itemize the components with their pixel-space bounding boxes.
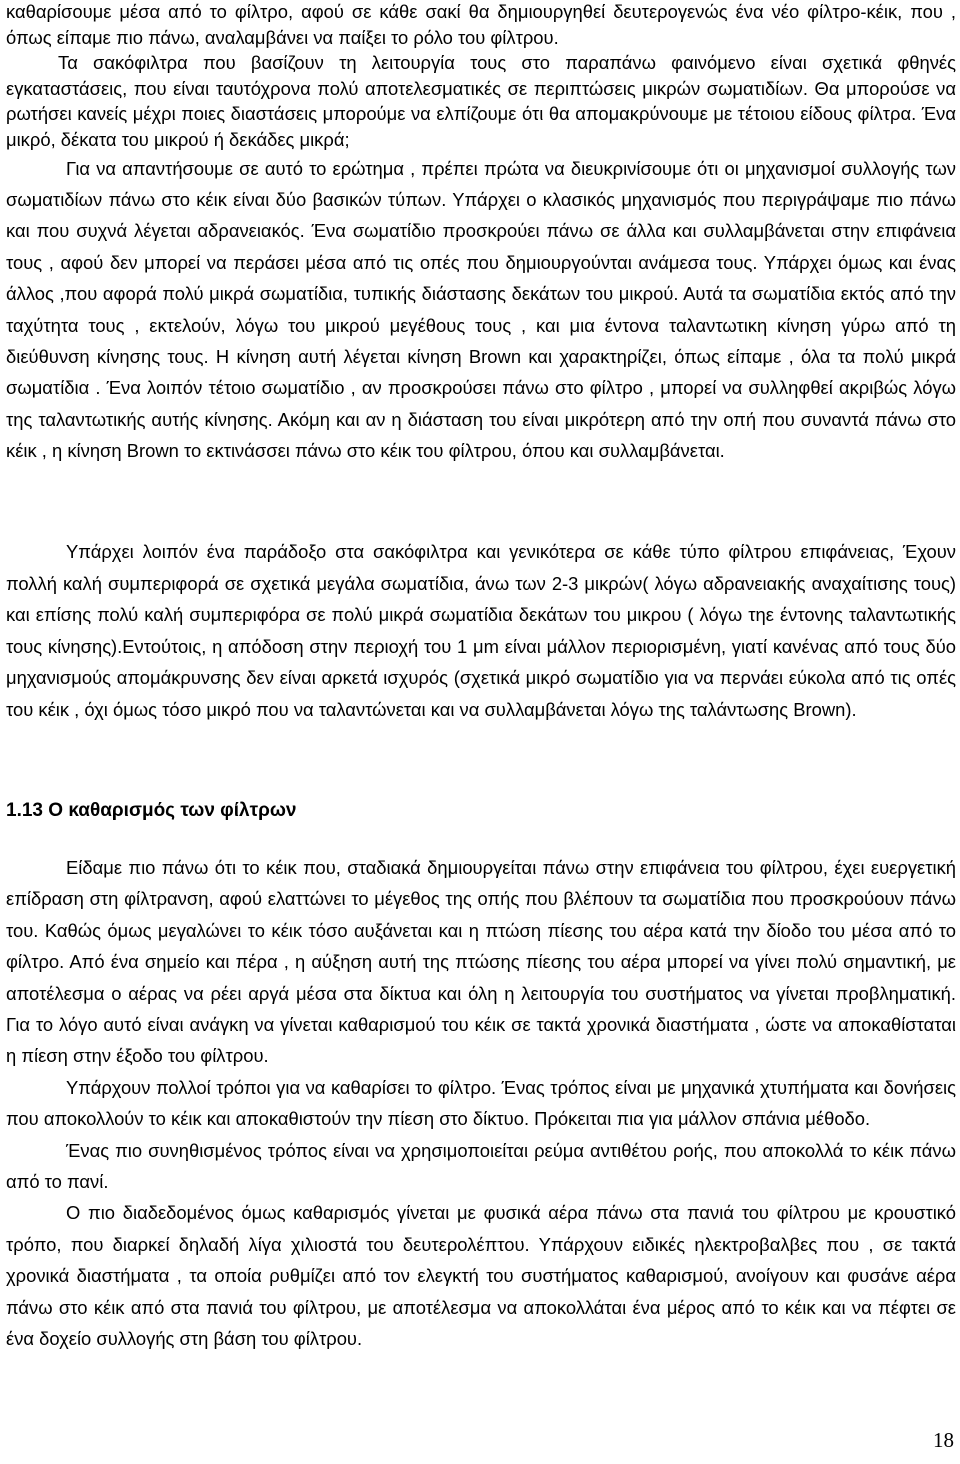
paragraph: Υπάρχει λοιπόν ένα παράδοξο στα σακόφιλτρα και γενικότερα σε κάθε τύπο φίλτρου επιφάνειας, Έχουν πολλή καλή συμπεριφορά σε σχετικά μεγάλα σωματίδια, άνω των 2-3 μικρών( λόγω αδρανειακής αναχαίτισης τους) και επίσης πολύ καλή συμπεριφόρα σε πολύ μικρά σωματίδια δεκάτων του μικρου ( λόγω τηε έντονης ταλαντωτικής τους κίνησης).Εντούτοις, η απόδοση στην περιοχή του 1 μm είναι μάλλον περιορισμένη, γιατί κανένας από τους δύο μηχανισμούς απομάκρυνσης δεν είναι αρκετά ισχυρός (σχετικά μικρό σωματίδιο για να περνάει εύκολα από τις οπές του κέικ , όχι όμως τόσο μικρό που να ταλαντώνεται και να συλλαμβάνεται λόγω της ταλάντωσης Brown). xyxy=(6,541,956,720)
paragraph: Τα σακόφιλτρα που βασίζουν τη λειτουργία τους στο παραπάνω φαινόμενο είναι σχετικά φθηνές εγκαταστάσεις, που είναι ταυτόχρονα πολύ αποτελεσματικές σε περιπτώσεις μικρών σωματιδίων. Θα μπορούσε να ρωτήσει κανείς μέχρι ποιες διαστάσεις μπορούμε να ελπίζουμε ότι θα απομακρύνουμε με τέτοιου είδους φίλτρα. Ένα μικρό, δέκατα του μικρού ή δεκάδες μικρά; xyxy=(6,52,956,150)
paragraph: καθαρίσουμε μέσα από το φίλτρο, αφού σε κάθε σακί θα δημιουργηθεί δευτερογενώς ένα νέο φίλτρο-κέικ, που , όπως είπαμε πιο πάνω, αναλαμβάνει να παίξει το ρόλο του φίλτρου. xyxy=(6,1,956,48)
paragraph: Είδαμε πιο πάνω ότι το κέικ που, σταδιακά δημιουργείται πάνω στην επιφάνεια του φίλτρου, έχει ευεργετική επίδραση στη φίλτρανση, αφού ελαττώνει το μέγεθος της οπής που βλέπουν τα σωματίδια που προσκρούουν πάνω του. Καθώς όμως μεγαλώνει το κέικ τόσο αυξάνεται και η πτώση πίεσης του αέρα κατά την δίοδο του μέσα από το φίλτρο. Από ένα σημείο και πέρα , η αύξηση αυτή της πτώσης πίεσης του αέρα μπορεί να γίνει πολύ σημαντική, με αποτέλεσμα ο αέρας να ρέει αργά μέσα στα δίκτυα και όλη η λειτουργία του συστήματος να γίνεται προβληματική. Για το λόγο αυτό είναι ανάγκη να γίνεται καθαρισμού του κέικ σε τακτά χρονικά διαστήματα , ώστε να αποκαθίσταται η πίεση στην έξοδο του φίλτρου. xyxy=(6,857,956,1067)
page-number: 18 xyxy=(933,1428,954,1452)
paragraph: Ένας πιο συνηθισμένος τρόπος είναι να χρησιμοποιείται ρεύμα αντιθέτου ροής, που αποκολλά το κέικ πάνω από το πανί. xyxy=(6,1139,956,1193)
section-heading: 1.13 Ο καθαρισμός των φίλτρων xyxy=(6,800,297,821)
paragraph: Υπάρχουν πολλοί τρόποι για να καθαρίσει το φίλτρο. Ένας τρόπος είναι με μηχανικά χτυπήματα και δονήσεις που αποκολλούν το κέικ και αποκαθιστούν την πίεση στο δίκτυο. Πρόκειται πια για μάλλον σπάνια μέθοδο. xyxy=(6,1076,956,1130)
paragraph: Ο πιο διαδεδομένος όμως καθαρισμός γίνεται με φυσικά αέρα πάνω στα πανιά του φίλτρου με κρουστικό τρόπο, που διαρκεί δηλαδή λίγα χιλιοστά του δευτερολέπτου. Υπάρχουν ειδικές ηλεκτροβαλβες που , σε τακτά χρονικά διαστήματα , τα οποία ρυθμίζει από τον ελεγκτή του συστήματος καθαρισμού, ανοίγουν και φυσάνε αέρα πάνω στο κέικ από στα πανιά του φίλτρου, με αποτέλεσμα να αποκολλάται ένα μέρος από το κέικ και να πέφτει σε ένα δοχείο συλλογής στη βάση του φίλτρου. xyxy=(6,1202,956,1350)
text-block-middle xyxy=(6,536,956,726)
text-block-bottom xyxy=(6,852,956,1355)
text-block-top xyxy=(6,0,956,467)
paragraph: Για να απαντήσουμε σε αυτό το ερώτημα , πρέπει πρώτα να διευκρινίσουμε ότι οι μηχανισμοί συλλογής των σωματιδίων πάνω στο κέικ είναι δύο βασικών τύπων. Υπάρχει ο κλασικός μηχανισμός που περιγράψαμε πιο πάνω και που συχνά λέγεται αδρανειακός. Ένα σωματίδιο προσκρούει πάνω σε άλλα και συλλαμβάνεται στην επιφάνεια τους , αφού δεν μπορεί να περάσει μέσα από τις οπές που δημιουργούνται ανάμεσα τους. Υπάρχει όμως και ένας άλλος ,που αφορά πολύ μικρά σωματίδια, τυπικής διάστασης δεκάτων του μικρού. Αυτά τα σωματίδια εκτός από την ταχύτητα τους , εκτελούν, λόγω του μικρού μεγέθους τους , και μια έντονα ταλαντωτικη κίνηση γύρω από τη διεύθυνση κίνησης τους. Η κίνηση αυτή λέγεται κίνηση Brown και χαρακτηρίζει, όπως είπαμε , όλα τα πολύ μικρά σωματίδια . Ένα λοιπόν τέτοιο σωματίδιο , αν προσκρούσει πάνω στο φίλτρο , μπορεί να συλληφθεί ακριβώς λόγω της ταλαντωτικής αυτής κίνησης. Ακόμη και αν η διάσταση του είναι μικρότερη από την οπή που συναντά πάνω στο κέικ , η κίνηση Brown το εκτινάσσει πάνω στο κέικ του φίλτρου, όπου και συλλαμβάνεται. xyxy=(6,157,956,462)
